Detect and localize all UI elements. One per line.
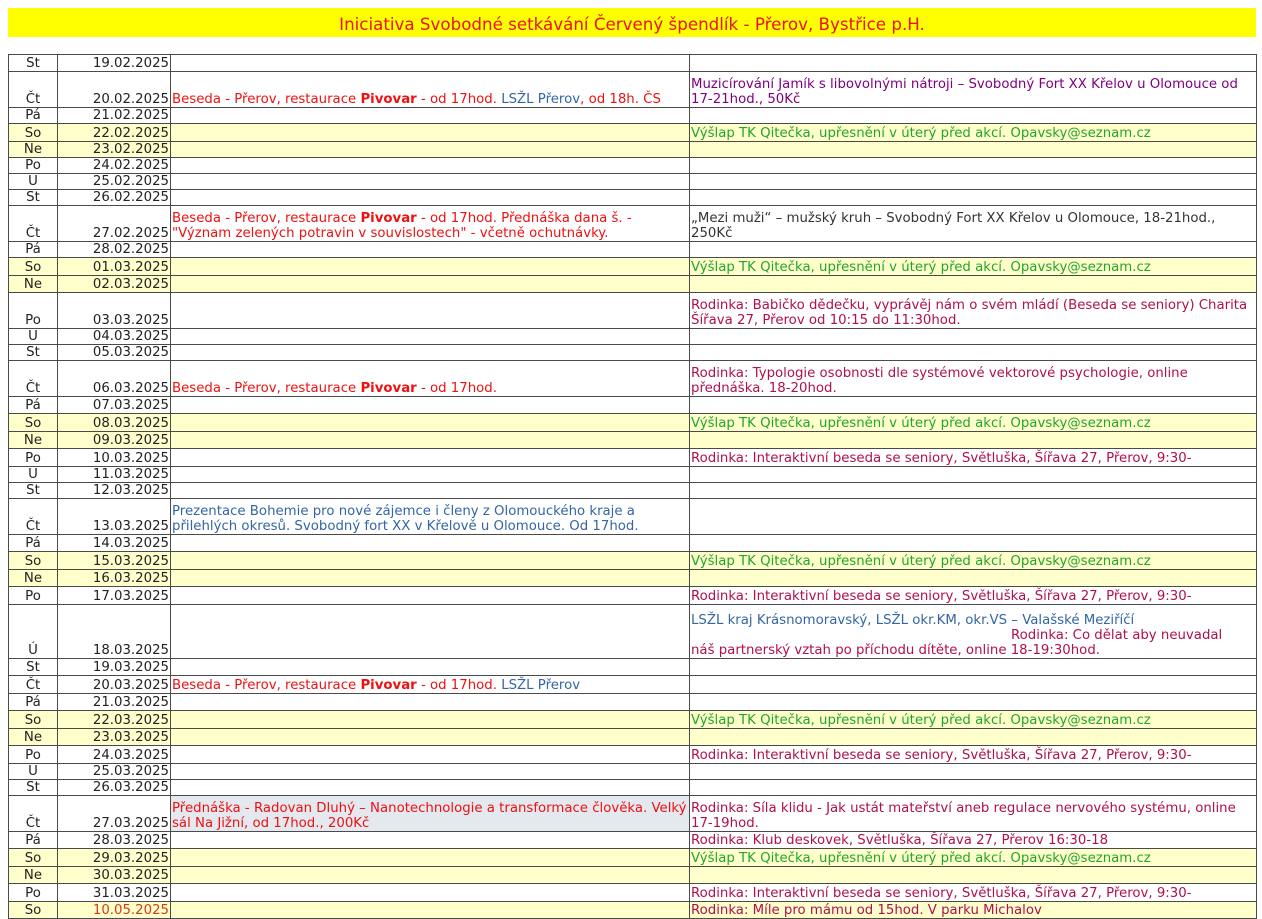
- event-cell-local: [171, 293, 690, 329]
- weekday-cell: St: [9, 190, 58, 206]
- calendar-row: [9, 570, 1257, 587]
- date-cell: 24.02.2025: [58, 158, 171, 174]
- calendar-row: [9, 258, 1257, 276]
- event-text: - od 17hod.: [416, 678, 502, 693]
- event-cell-local: [171, 397, 690, 414]
- date-cell: 21.02.2025: [58, 108, 171, 124]
- date-cell: 23.03.2025: [58, 729, 171, 746]
- calendar-row: [9, 796, 1257, 832]
- calendar-row: [9, 659, 1257, 676]
- date-cell: 05.03.2025: [58, 345, 171, 361]
- date-cell: 01.03.2025: [58, 258, 171, 276]
- event-cell-local: [171, 867, 690, 884]
- event-cell-local: [171, 570, 690, 587]
- date-cell: 29.03.2025: [58, 849, 171, 867]
- event-text: Výšlap TK Qitečka, upřesnění v úterý před akcí. Opavsky@seznam.cz: [691, 713, 1151, 728]
- weekday-cell: Čt: [9, 499, 58, 535]
- event-cell-regional: [690, 142, 1257, 158]
- event-cell-regional: [690, 397, 1257, 414]
- date-cell: 15.03.2025: [58, 552, 171, 570]
- event-cell-local: [171, 552, 690, 570]
- weekday-cell: Ne: [9, 729, 58, 746]
- event-cell-local: [171, 72, 690, 108]
- event-text: - od 17hod.: [416, 92, 502, 107]
- weekday-cell: Po: [9, 449, 58, 467]
- date-cell: 08.03.2025: [58, 414, 171, 432]
- event-cell-local: [171, 884, 690, 902]
- weekday-cell: Ne: [9, 867, 58, 884]
- event-cell-local: [171, 605, 690, 659]
- weekday-cell: St: [9, 780, 58, 796]
- event-cell-local: [171, 55, 690, 72]
- event-cell-regional: [690, 676, 1257, 694]
- page-title: Iniciativa Svobodné setkávání Červený špendlík - Přerov, Bystřice p.H.: [8, 8, 1256, 37]
- event-cell-local: [171, 142, 690, 158]
- weekday-cell: St: [9, 345, 58, 361]
- date-cell: 11.03.2025: [58, 467, 171, 483]
- calendar-row: [9, 499, 1257, 535]
- event-cell-regional: [690, 832, 1257, 849]
- event-cell-regional: [690, 293, 1257, 329]
- event-cell-regional: [690, 796, 1257, 832]
- calendar-row: [9, 746, 1257, 764]
- date-cell: 30.03.2025: [58, 867, 171, 884]
- calendar-row: [9, 694, 1257, 711]
- date-cell: 26.02.2025: [58, 190, 171, 206]
- calendar-row: [9, 414, 1257, 432]
- event-cell-regional: [690, 552, 1257, 570]
- weekday-cell: So: [9, 414, 58, 432]
- event-cell-local: [171, 729, 690, 746]
- calendar-row: [9, 711, 1257, 729]
- event-text: Rodinka: Co dělat aby neuvadal: [1011, 628, 1223, 643]
- event-cell-regional: [690, 449, 1257, 467]
- calendar-row: [9, 142, 1257, 158]
- event-cell-regional: [690, 329, 1257, 345]
- date-cell: 26.03.2025: [58, 780, 171, 796]
- date-cell: 22.03.2025: [58, 711, 171, 729]
- event-cell-regional: [690, 587, 1257, 605]
- event-text: Pivovar: [360, 211, 417, 226]
- weekday-cell: Čt: [9, 361, 58, 397]
- event-text: Rodinka: Interaktivní beseda se seniory, Světluška, Šířava 27, Přerov, 9:30-: [691, 886, 1192, 901]
- event-text: Přednáška - Radovan Dluhý – Nanotechnologie a transformace člověka. Velký sál Na Jižní, od 17hod., 200Kč: [172, 801, 687, 831]
- event-text: - od 17hod. Přednáška dana š. - "Význam zelených potravin v souvislostech" - včetně ochutnávky.: [172, 211, 632, 241]
- calendar-row: [9, 467, 1257, 483]
- date-cell: 27.02.2025: [58, 206, 171, 242]
- event-cell-local: [171, 108, 690, 124]
- weekday-cell: Ú: [9, 329, 58, 345]
- event-cell-regional: [690, 711, 1257, 729]
- event-cell-local: [171, 764, 690, 780]
- event-cell-local: [171, 535, 690, 552]
- calendar-row: [9, 676, 1257, 694]
- weekday-cell: St: [9, 55, 58, 72]
- calendar-row: [9, 729, 1257, 746]
- calendar-row: [9, 329, 1257, 345]
- event-cell-regional: [690, 258, 1257, 276]
- event-text: Rodinka: Klub deskovek, Světluška, Šířava 27, Přerov 16:30-18: [691, 833, 1109, 848]
- event-cell-regional: [690, 72, 1257, 108]
- weekday-cell: Čt: [9, 796, 58, 832]
- event-text: Rodinka: Babičko dědečku, vyprávěj nám o svém mládí (Beseda se seniory) Charita Šířava 27, Přerov od 10:15 do 11:30hod.: [691, 298, 1248, 328]
- event-text: - od 17hod.: [416, 381, 497, 396]
- event-cell-regional: [690, 499, 1257, 535]
- event-cell-regional: [690, 764, 1257, 780]
- weekday-cell: So: [9, 849, 58, 867]
- date-cell: 21.03.2025: [58, 694, 171, 711]
- event-cell-local: [171, 174, 690, 190]
- event-text: Výšlap TK Qitečka, upřesnění v úterý před akcí. Opavsky@seznam.cz: [691, 126, 1151, 141]
- event-cell-regional: [690, 729, 1257, 746]
- event-cell-local: [171, 258, 690, 276]
- date-cell: 12.03.2025: [58, 483, 171, 499]
- event-cell-local: [171, 780, 690, 796]
- event-cell-local: [171, 329, 690, 345]
- date-cell: 27.03.2025: [58, 796, 171, 832]
- weekday-cell: Pá: [9, 535, 58, 552]
- weekday-cell: Pá: [9, 108, 58, 124]
- weekday-cell: Pá: [9, 694, 58, 711]
- date-cell: 25.03.2025: [58, 764, 171, 780]
- date-cell: 10.05.2025: [58, 902, 171, 919]
- event-cell-regional: [690, 124, 1257, 142]
- date-cell: 14.03.2025: [58, 535, 171, 552]
- calendar-row: [9, 849, 1257, 867]
- event-cell-regional: [690, 467, 1257, 483]
- calendar-row: [9, 587, 1257, 605]
- event-text: Rodinka: Typologie osobnosti dle systémové vektorové psychologie, online přednáška. 18-20hod.: [691, 366, 1188, 396]
- calendar-row: [9, 158, 1257, 174]
- calendar-row: [9, 190, 1257, 206]
- event-text: Pivovar: [360, 92, 417, 107]
- date-cell: 10.03.2025: [58, 449, 171, 467]
- weekday-cell: Ne: [9, 276, 58, 293]
- calendar-row: [9, 361, 1257, 397]
- event-cell-local: [171, 158, 690, 174]
- event-cell-regional: [690, 108, 1257, 124]
- event-cell-regional: [690, 746, 1257, 764]
- date-cell: 24.03.2025: [58, 746, 171, 764]
- event-text: Rodinka: Interaktivní beseda se seniory, Světluška, Šířava 27, Přerov, 9:30-: [691, 748, 1192, 763]
- calendar-row: [9, 345, 1257, 361]
- weekday-cell: So: [9, 124, 58, 142]
- event-text: Pivovar: [360, 678, 417, 693]
- weekday-cell: Po: [9, 884, 58, 902]
- date-cell: 23.02.2025: [58, 142, 171, 158]
- event-cell-local: [171, 206, 690, 242]
- weekday-cell: Po: [9, 158, 58, 174]
- weekday-cell: Čt: [9, 676, 58, 694]
- date-cell: 03.03.2025: [58, 293, 171, 329]
- event-cell-regional: [690, 867, 1257, 884]
- weekday-cell: So: [9, 711, 58, 729]
- date-cell: 20.03.2025: [58, 676, 171, 694]
- date-cell: 18.03.2025: [58, 605, 171, 659]
- weekday-cell: Po: [9, 587, 58, 605]
- weekday-cell: Pá: [9, 832, 58, 849]
- weekday-cell: Pá: [9, 397, 58, 414]
- event-text: Rodinka: Míle pro mámu od 15hod. V parku Michalov: [691, 903, 1042, 918]
- calendar-row: [9, 832, 1257, 849]
- calendar-row: [9, 483, 1257, 499]
- calendar-row: [9, 108, 1257, 124]
- weekday-cell: Čt: [9, 72, 58, 108]
- event-cell-regional: [690, 174, 1257, 190]
- date-cell: 04.03.2025: [58, 329, 171, 345]
- weekday-cell: Pá: [9, 242, 58, 258]
- calendar-row: [9, 605, 1257, 659]
- event-text: Rodinka: Interaktivní beseda se seniory, Světluška, Šířava 27, Přerov, 9:30-: [691, 451, 1192, 466]
- events-calendar-table: [8, 54, 1257, 919]
- event-cell-local: [171, 190, 690, 206]
- weekday-cell: Po: [9, 746, 58, 764]
- event-cell-regional: [690, 535, 1257, 552]
- weekday-cell: So: [9, 552, 58, 570]
- event-cell-local: [171, 467, 690, 483]
- event-cell-regional: [690, 276, 1257, 293]
- event-cell-regional: [690, 902, 1257, 919]
- date-cell: 02.03.2025: [58, 276, 171, 293]
- event-cell-local: [171, 345, 690, 361]
- calendar-row: [9, 867, 1257, 884]
- event-cell-local: [171, 414, 690, 432]
- date-cell: 19.02.2025: [58, 55, 171, 72]
- event-text: Beseda - Přerov, restaurace: [172, 381, 361, 396]
- event-text: Beseda - Přerov, restaurace: [172, 92, 361, 107]
- event-cell-regional: [690, 55, 1257, 72]
- event-text: LSŽL Přerov: [501, 92, 581, 107]
- date-cell: 19.03.2025: [58, 659, 171, 676]
- calendar-row: [9, 535, 1257, 552]
- weekday-cell: Ú: [9, 174, 58, 190]
- calendar-row: [9, 432, 1257, 449]
- event-cell-local: [171, 483, 690, 499]
- event-cell-regional: [690, 242, 1257, 258]
- event-text: „Mezi muži“ – mužský kruh – Svobodný Fort XX Křelov u Olomouce, 18-21hod., 250Kč: [691, 211, 1216, 241]
- event-cell-regional: [690, 190, 1257, 206]
- event-text: náš partnerský vztah po příchodu dítěte, online 18-19:30hod.: [691, 643, 1100, 658]
- event-cell-regional: [690, 345, 1257, 361]
- weekday-cell: Ú: [9, 467, 58, 483]
- date-cell: 13.03.2025: [58, 499, 171, 535]
- event-cell-local: [171, 587, 690, 605]
- event-cell-regional: [690, 414, 1257, 432]
- event-cell-local: [171, 676, 690, 694]
- event-cell-local: [171, 361, 690, 397]
- date-cell: 25.02.2025: [58, 174, 171, 190]
- event-text: Rodinka: Interaktivní beseda se seniory, Světluška, Šířava 27, Přerov, 9:30-: [691, 589, 1192, 604]
- event-cell-regional: [690, 694, 1257, 711]
- event-cell-local: [171, 276, 690, 293]
- event-cell-local: [171, 832, 690, 849]
- event-text: Výšlap TK Qitečka, upřesnění v úterý před akcí. Opavsky@seznam.cz: [691, 260, 1151, 275]
- event-text: Beseda - Přerov, restaurace: [172, 678, 361, 693]
- weekday-cell: Ne: [9, 142, 58, 158]
- event-cell-regional: [690, 206, 1257, 242]
- event-text: Výšlap TK Qitečka, upřesnění v úterý před akcí. Opavsky@seznam.cz: [691, 851, 1151, 866]
- date-cell: 17.03.2025: [58, 587, 171, 605]
- calendar-row: [9, 780, 1257, 796]
- event-cell-regional: [690, 158, 1257, 174]
- calendar-row: [9, 55, 1257, 72]
- event-text: Muzicírování Jamík s libovolnými nátroji – Svobodný Fort XX Křelov u Olomouce od 17-21hod., 50Kč: [691, 77, 1238, 107]
- event-cell-local: [171, 124, 690, 142]
- weekday-cell: Ú: [9, 605, 58, 659]
- weekday-cell: Po: [9, 293, 58, 329]
- event-cell-local: [171, 849, 690, 867]
- event-cell-local: [171, 432, 690, 449]
- calendar-row: [9, 72, 1257, 108]
- weekday-cell: St: [9, 659, 58, 676]
- weekday-cell: Čt: [9, 206, 58, 242]
- event-cell-regional: [690, 659, 1257, 676]
- event-cell-local: [171, 711, 690, 729]
- weekday-cell: Ne: [9, 570, 58, 587]
- event-cell-regional: [690, 483, 1257, 499]
- calendar-row: [9, 276, 1257, 293]
- event-text: Pivovar: [360, 381, 417, 396]
- event-cell-regional: [690, 361, 1257, 397]
- calendar-row: [9, 124, 1257, 142]
- event-text: Prezentace Bohemie pro nové zájemce i členy z Olomouckého kraje a přilehlých okresů. Svobodný fort XX v Křelově u Olomouce. Od 17hod.: [172, 504, 639, 534]
- event-text: LSŽL Přerov: [501, 678, 581, 693]
- date-cell: 20.02.2025: [58, 72, 171, 108]
- event-cell-regional: [690, 570, 1257, 587]
- calendar-row: [9, 206, 1257, 242]
- event-text: Výšlap TK Qitečka, upřesnění v úterý před akcí. Opavsky@seznam.cz: [691, 416, 1151, 431]
- calendar-row: [9, 902, 1257, 919]
- event-text: Beseda - Přerov, restaurace: [172, 211, 361, 226]
- event-cell-local: [171, 242, 690, 258]
- weekday-cell: So: [9, 902, 58, 919]
- event-cell-regional: [690, 849, 1257, 867]
- event-cell-regional: [690, 884, 1257, 902]
- event-cell-local: [171, 796, 690, 832]
- calendar-row: [9, 174, 1257, 190]
- event-cell-regional: [690, 432, 1257, 449]
- event-text: , od 18h. ČS: [580, 92, 661, 107]
- date-cell: 09.03.2025: [58, 432, 171, 449]
- date-cell: 16.03.2025: [58, 570, 171, 587]
- calendar-row: [9, 397, 1257, 414]
- weekday-cell: Ú: [9, 764, 58, 780]
- date-cell: 31.03.2025: [58, 884, 171, 902]
- calendar-row: [9, 242, 1257, 258]
- event-cell-local: [171, 902, 690, 919]
- event-cell-local: [171, 659, 690, 676]
- calendar-row: [9, 884, 1257, 902]
- date-cell: 22.02.2025: [58, 124, 171, 142]
- date-cell: 06.03.2025: [58, 361, 171, 397]
- date-cell: 28.03.2025: [58, 832, 171, 849]
- event-cell-local: [171, 449, 690, 467]
- event-cell-local: [171, 746, 690, 764]
- date-cell: 28.02.2025: [58, 242, 171, 258]
- weekday-cell: So: [9, 258, 58, 276]
- event-cell-regional: [690, 605, 1257, 659]
- calendar-row: [9, 449, 1257, 467]
- calendar-row: [9, 764, 1257, 780]
- event-text: Rodinka: Síla klidu - Jak ustát mateřství aneb regulace nervového systému, online 17-19hod.: [691, 801, 1236, 831]
- event-text: Výšlap TK Qitečka, upřesnění v úterý před akcí. Opavsky@seznam.cz: [691, 554, 1151, 569]
- event-cell-local: [171, 694, 690, 711]
- event-cell-local: [171, 499, 690, 535]
- calendar-row: [9, 552, 1257, 570]
- event-cell-regional: [690, 780, 1257, 796]
- date-cell: 07.03.2025: [58, 397, 171, 414]
- weekday-cell: Ne: [9, 432, 58, 449]
- calendar-row: [9, 293, 1257, 329]
- event-text: LSŽL kraj Krásnomoravský, LSŽL okr.KM, okr.VS – Valašské Meziříčí: [691, 613, 1135, 628]
- weekday-cell: St: [9, 483, 58, 499]
